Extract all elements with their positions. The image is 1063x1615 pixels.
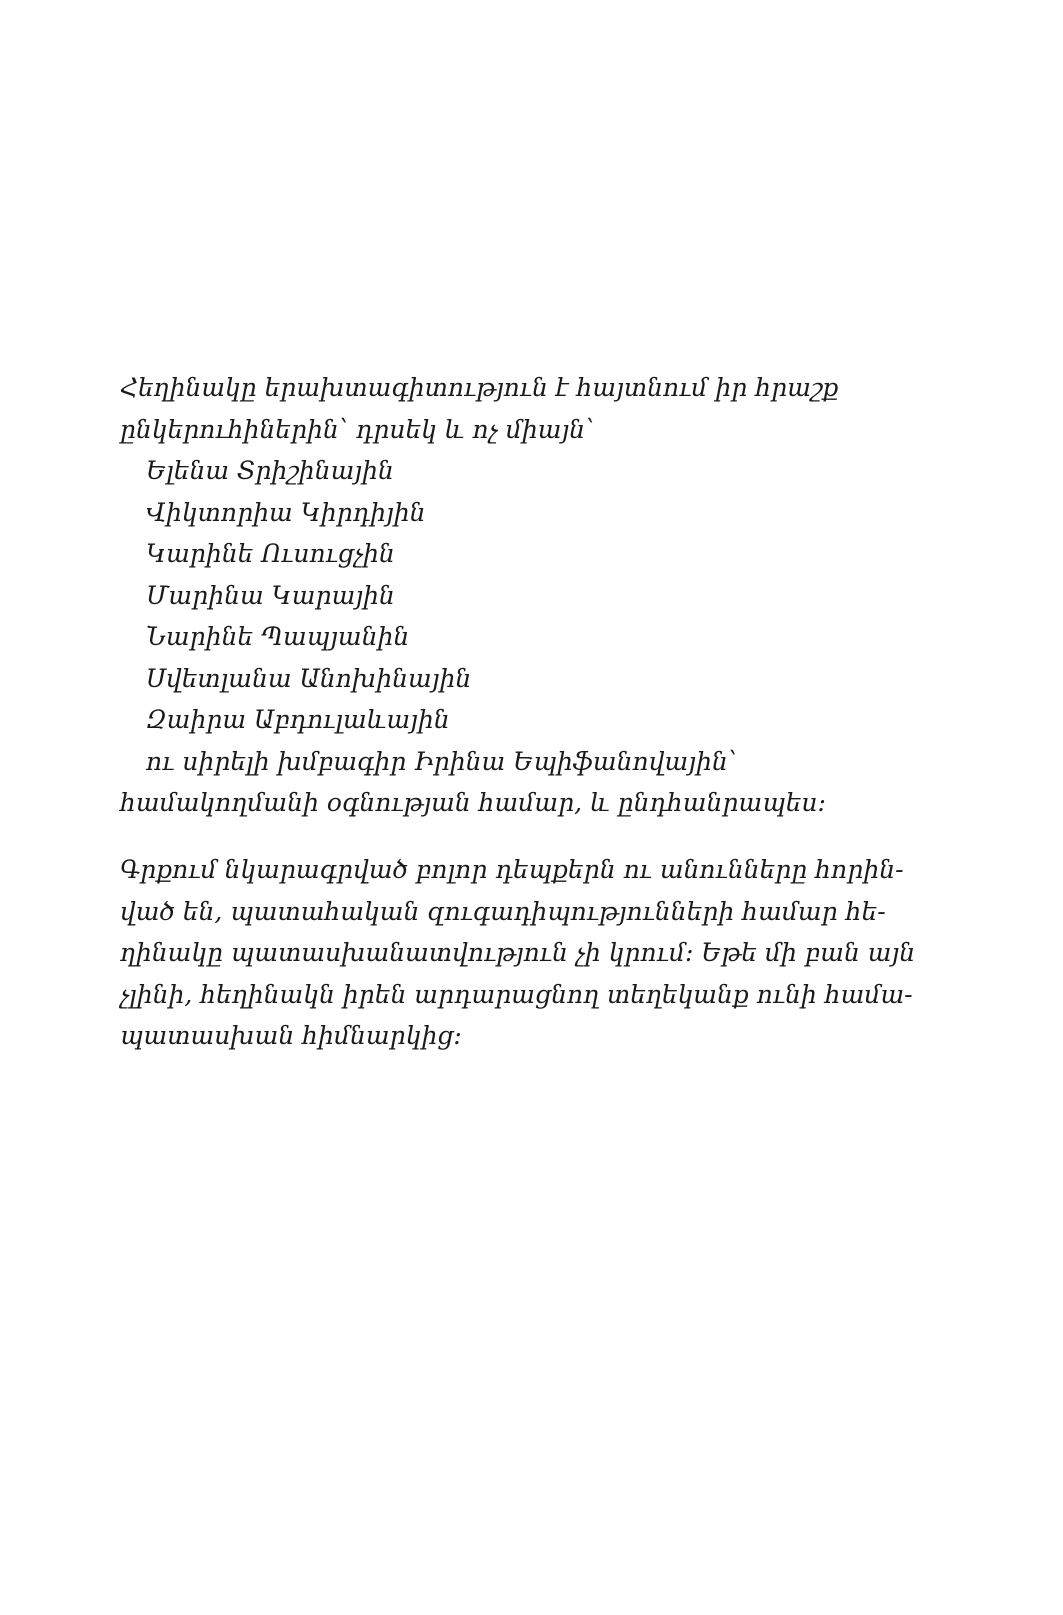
acknowledged-name: Վիկտորիա Կիրդիյին: [146, 497, 426, 527]
acknowledged-name: Սվետլանա Անոխինային: [146, 663, 472, 693]
disclaimer-line: Գրքում նկարագրված բոլոր դեպքերն ու անունները հորին-: [120, 855, 904, 884]
disclaimer-line: պատասխան հիմնարկից:: [120, 1021, 462, 1050]
disclaimer-line: ված են, պատահական զուգադիպությունների համար հե-: [120, 896, 886, 926]
acknowledgements-intro-line: Հեղինակը երախտագիտություն է հայտնում իր հրաշք: [120, 373, 839, 402]
acknowledgements-intro-line: ընկերուհիներին՝ դրսեկ և ոչ միայն՝: [120, 414, 595, 444]
acknowledged-name: Զաիրա Աբդուլաևային: [146, 705, 450, 734]
acknowledged-name: Ելենա Տրիշինային: [146, 456, 394, 485]
acknowledgements-paragraph: [120, 367, 920, 824]
acknowledged-name: Կարինե Ուսուցչին: [146, 539, 395, 568]
acknowledgements-closing-line: համակողմանի օգնության համար, և ընդհանրապես:: [120, 788, 826, 817]
disclaimer-line: ղինակը պատասխանատվություն չի կրում: Եթե մի բան այն: [120, 938, 916, 967]
disclaimer-line: չլինի, հեղինակն իրեն արդարացնող տեղեկանք ունի համա-: [120, 979, 913, 1009]
acknowledged-editor: ու սիրելի խմբագիր Իրինա Եպիֆանովային՝: [146, 746, 737, 776]
acknowledged-name: Նարինե Պապյանին: [146, 622, 410, 651]
disclaimer-paragraph: [120, 849, 920, 1057]
acknowledged-name: Մարինա Կարային: [146, 580, 395, 610]
